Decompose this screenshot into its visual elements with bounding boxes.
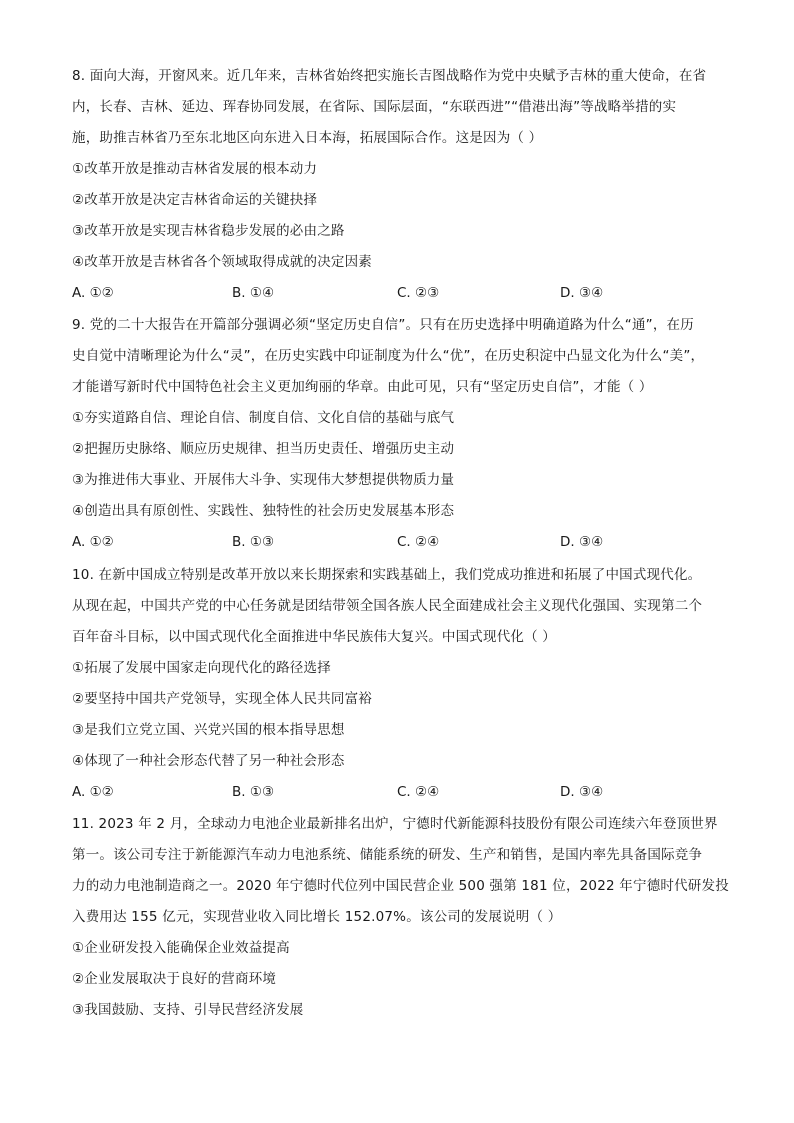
question-stem-line: 9. 党的二十大报告在开篇部分强调必须“坚定历史自信”。只有在历史选择中明确道路为什么“通”，在历 bbox=[72, 317, 694, 333]
question-8 bbox=[72, 61, 732, 309]
statement-item: ②企业发展取决于良好的营商环境 bbox=[72, 971, 277, 987]
question-stem-line: 第一。该公司专注于新能源汽车动力电池系统、储能系统的研发、生产和销售，是国内率先具备国际竞争 bbox=[72, 847, 703, 863]
statement-item: ④改革开放是吉林省各个领域取得成就的决定因素 bbox=[72, 254, 373, 270]
question-stem-line: 11. 2023 年 2 月，全球动力电池企业最新排名出炉，宁德时代新能源科技股份有限公司连续六年登顶世界 bbox=[72, 816, 718, 832]
statement-item: ③为推进伟大事业、开展伟大斗争、实现伟大梦想提供物质力量 bbox=[72, 472, 455, 488]
question-stem-line: 百年奋斗目标，以中国式现代化全面推进中华民族伟大复兴。中国式现代化（ ） bbox=[72, 629, 556, 645]
question-stem-line: 才能谱写新时代中国特色社会主义更加绚丽的华章。由此可见，只有“坚定历史自信”，才能（ ） bbox=[72, 379, 653, 395]
statement-item: ③改革开放是实现吉林省稳步发展的必由之路 bbox=[72, 223, 345, 239]
question-stem-line: 力的动力电池制造商之一。2020 年宁德时代位列中国民营企业 500 强第 181 位，2022 年宁德时代研发投 bbox=[72, 878, 729, 894]
option-c: C. ②④ bbox=[397, 784, 440, 800]
option-d: D. ③④ bbox=[560, 285, 604, 301]
statement-item: ①拓展了发展中国家走向现代化的路径选择 bbox=[72, 660, 331, 676]
question-10 bbox=[72, 560, 732, 808]
statement-item: ③是我们立党立国、兴党兴国的根本指导思想 bbox=[72, 722, 345, 738]
question-stem-line: 入费用达 155 亿元，实现营业收入同比增长 152.07%。该公司的发展说明（ ） bbox=[72, 909, 562, 925]
option-b: B. ①④ bbox=[232, 285, 275, 301]
option-a: A. ①② bbox=[72, 534, 114, 550]
statement-item: ③我国鼓励、支持、引导民营经济发展 bbox=[72, 1002, 304, 1018]
statement-item: ①企业研发投入能确保企业效益提高 bbox=[72, 940, 290, 956]
answer-options bbox=[72, 527, 732, 558]
question-stem-line: 从现在起，中国共产党的中心任务就是团结带领全国各族人民全面建成社会主义现代化强国、实现第二个 bbox=[72, 598, 703, 614]
option-b: B. ①③ bbox=[232, 784, 275, 800]
option-a: A. ①② bbox=[72, 784, 114, 800]
option-d: D. ③④ bbox=[560, 534, 604, 550]
statement-item: ②把握历史脉络、顺应历史规律、担当历史责任、增强历史主动 bbox=[72, 441, 455, 457]
statement-item: ④体现了一种社会形态代替了另一种社会形态 bbox=[72, 753, 345, 769]
option-b: B. ①③ bbox=[232, 534, 275, 550]
question-stem-line: 施，助推吉林省乃至东北地区向东进入日本海，拓展国际合作。这是因为（ ） bbox=[72, 130, 543, 146]
statement-item: ④创造出具有原创性、实践性、独特性的社会历史发展基本形态 bbox=[72, 503, 455, 519]
statement-item: ②要坚持中国共产党领导，实现全体人民共同富裕 bbox=[72, 691, 373, 707]
answer-options bbox=[72, 777, 732, 808]
statement-item: ②改革开放是决定吉林省命运的关键抉择 bbox=[72, 192, 318, 208]
option-a: A. ①② bbox=[72, 285, 114, 301]
question-9 bbox=[72, 310, 732, 558]
statement-item: ①夯实道路自信、理论自信、制度自信、文化自信的基础与底气 bbox=[72, 410, 455, 426]
question-11 bbox=[72, 809, 732, 1026]
option-c: C. ②③ bbox=[397, 285, 440, 301]
question-stem-line: 10. 在新中国成立特别是改革开放以来长期探索和实践基础上，我们党成功推进和拓展了中国式现代化。 bbox=[72, 567, 702, 583]
question-stem-line: 内，长春、吉林、延边、珲春协同发展，在省际、国际层面，“东联西进”“借港出海”等战略举措的实 bbox=[72, 99, 677, 115]
question-stem-line: 8. 面向大海，开窗风来。近几年来，吉林省始终把实施长吉图战略作为党中央赋予吉林的重大使命，在省 bbox=[72, 68, 707, 84]
question-stem-line: 史自觉中清晰理论为什么“灵”，在历史实践中印证制度为什么“优”，在历史积淀中凸显文化为什么“美”， bbox=[72, 348, 705, 364]
option-c: C. ②④ bbox=[397, 534, 440, 550]
option-d: D. ③④ bbox=[560, 784, 604, 800]
statement-item: ①改革开放是推动吉林省发展的根本动力 bbox=[72, 161, 318, 177]
answer-options bbox=[72, 278, 732, 309]
